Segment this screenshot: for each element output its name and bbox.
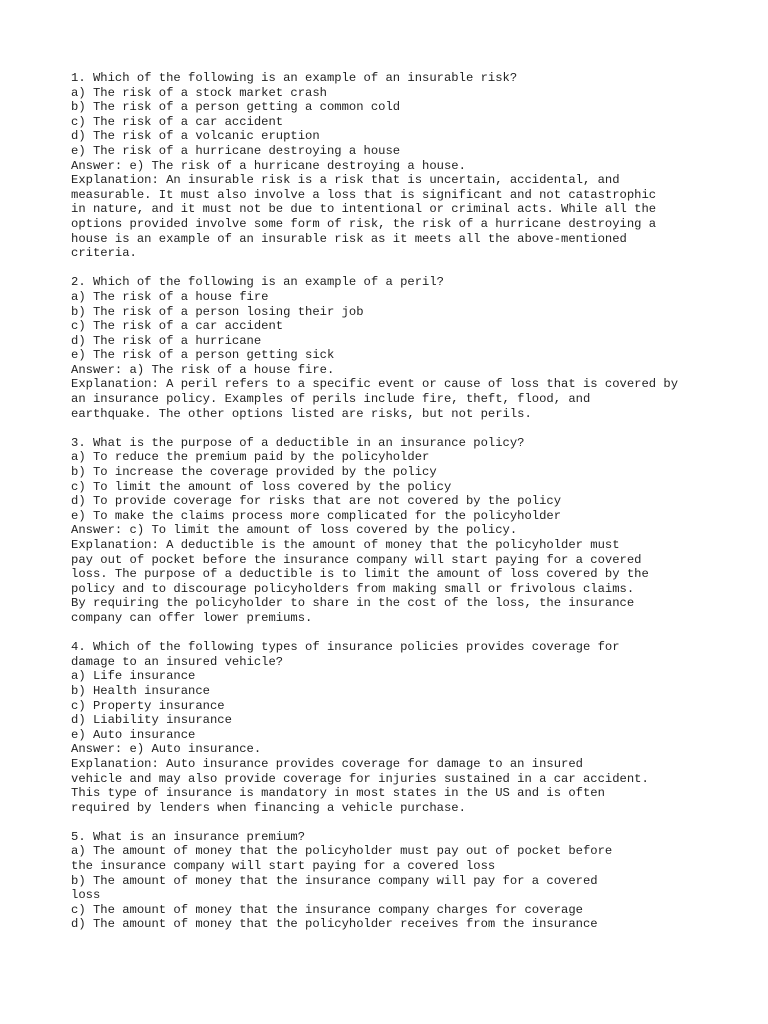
question-block <box>71 436 761 626</box>
option-text: c) The risk of a car accident <box>71 114 284 129</box>
explanation-text: This type of insurance is mandatory in most states in the US and is often <box>71 786 605 801</box>
question-text: 3. What is the purpose of a deductible in an insurance policy? <box>71 435 525 450</box>
spacer <box>71 626 761 641</box>
explanation-text: vehicle and may also provide coverage for injuries sustained in a car accident. <box>71 771 649 786</box>
answer-text: Answer: c) To limit the amount of loss covered by the policy. <box>71 523 518 538</box>
explanation-text: company can offer lower premiums. <box>71 610 313 625</box>
explanation-text: Explanation: A deductible is the amount of money that the policyholder must <box>71 538 620 552</box>
explanation-text: earthquake. The other options listed are risks, but not perils. <box>71 406 532 421</box>
option-text: a) Life insurance <box>71 669 196 684</box>
explanation-text: in nature, and it must not be due to intentional or criminal acts. While all the <box>71 202 657 217</box>
option-text: e) To make the claims process more complicated for the policyholder <box>71 508 562 523</box>
explanation-text: required by lenders when financing a vehicle purchase. <box>71 800 466 815</box>
question-text: 1. Which of the following is an example of an insurable risk? <box>71 71 518 85</box>
question-text: 5. What is an insurance premium? <box>71 829 306 844</box>
option-text: d) Liability insurance <box>71 713 232 728</box>
explanation-text: Explanation: An insurable risk is a risk that is uncertain, accidental, and <box>71 173 620 188</box>
explanation-text: criteria. <box>71 246 137 261</box>
question-block <box>71 640 761 815</box>
option-text: e) The risk of a person getting sick <box>71 348 335 363</box>
option-text: c) The amount of money that the insurance company charges for coverage <box>71 902 583 917</box>
explanation-text: pay out of pocket before the insurance company will start paying for a covered <box>71 552 642 567</box>
explanation-text: policy and to discourage policyholders from making small or frivolous claims. <box>71 581 635 596</box>
option-text: a) To reduce the premium paid by the policyholder <box>71 450 430 465</box>
option-text: b) To increase the coverage provided by the policy <box>71 465 437 480</box>
option-text: b) The risk of a person losing their job <box>71 304 364 319</box>
explanation-text: Explanation: Auto insurance provides coverage for damage to an insured <box>71 756 583 771</box>
spacer <box>71 815 761 830</box>
option-text: a) The risk of a house fire <box>71 289 269 304</box>
option-text: c) The risk of a car accident <box>71 319 284 334</box>
spacer <box>71 261 761 276</box>
option-text: d) The risk of a volcanic eruption <box>71 129 320 144</box>
question-block <box>71 71 761 261</box>
option-text: the insurance company will start paying for a covered loss <box>71 859 496 874</box>
option-text: c) To limit the amount of loss covered by the policy <box>71 479 452 494</box>
option-text: d) The risk of a hurricane <box>71 333 262 348</box>
explanation-text: By requiring the policyholder to share in the cost of the loss, the insurance <box>71 596 635 611</box>
explanation-text: measurable. It must also involve a loss that is significant and not catastrophic <box>71 187 657 202</box>
question-text: 4. Which of the following types of insurance policies provides coverage for <box>71 640 620 655</box>
explanation-text: Explanation: A peril refers to a specific event or cause of loss that is covered by <box>71 377 679 392</box>
explanation-text: house is an example of an insurable risk as it meets all the above-mentioned <box>71 231 627 246</box>
option-text: e) Auto insurance <box>71 727 196 742</box>
answer-text: Answer: a) The risk of a house fire. <box>71 362 335 377</box>
question-block <box>71 830 761 932</box>
option-text: b) The risk of a person getting a common cold <box>71 100 401 115</box>
answer-text: Answer: e) Auto insurance. <box>71 742 262 757</box>
answer-text: Answer: e) The risk of a hurricane destroying a house. <box>71 158 466 173</box>
option-text: b) Health insurance <box>71 683 210 698</box>
explanation-text: an insurance policy. Examples of perils include fire, theft, flood, and <box>71 392 591 407</box>
explanation-text: loss. The purpose of a deductible is to limit the amount of loss covered by the <box>71 567 649 582</box>
option-text: d) To provide coverage for risks that are not covered by the policy <box>71 494 562 509</box>
option-text: e) The risk of a hurricane destroying a house <box>71 143 401 158</box>
question-text: damage to an insured vehicle? <box>71 654 284 669</box>
option-text: d) The amount of money that the policyholder receives from the insurance <box>71 917 598 932</box>
option-text: b) The amount of money that the insurance company will pay for a covered <box>71 873 598 888</box>
question-block <box>71 275 761 421</box>
document-page <box>71 71 761 932</box>
option-text: a) The amount of money that the policyholder must pay out of pocket before <box>71 844 613 859</box>
question-text: 2. Which of the following is an example of a peril? <box>71 275 444 290</box>
option-text: c) Property insurance <box>71 698 225 713</box>
explanation-text: options provided involve some form of risk, the risk of a hurricane destroying a <box>71 216 657 231</box>
option-text: loss <box>71 888 101 903</box>
option-text: a) The risk of a stock market crash <box>71 85 327 100</box>
spacer <box>71 421 761 436</box>
